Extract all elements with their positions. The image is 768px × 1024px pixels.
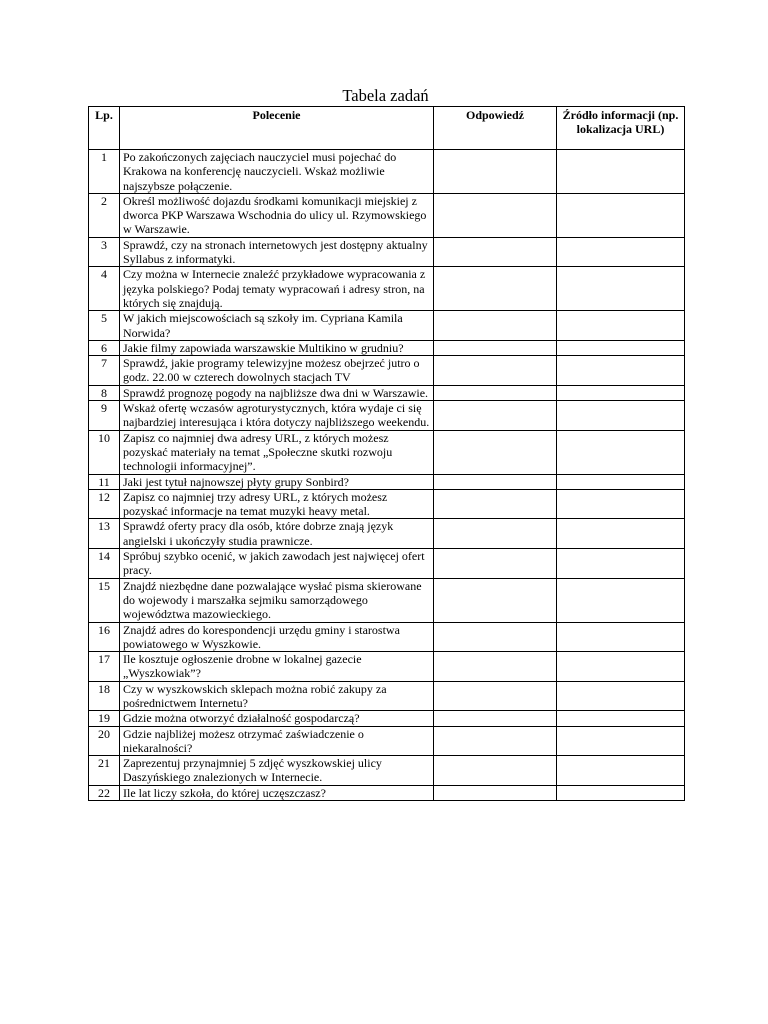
row-command: Zaprezentuj przynajmniej 5 zdjęć wyszkowskiej ulicy Daszyńskiego znalezionych w Internecie. xyxy=(120,756,434,786)
table-row xyxy=(89,237,685,267)
row-answer-cell[interactable] xyxy=(434,785,557,800)
row-source-cell[interactable] xyxy=(557,401,685,431)
row-command: Sprawdź oferty pracy dla osób, które dobrze znają język angielski i ukończyły studia prawnicze. xyxy=(120,519,434,549)
page-title: Tabela zadań xyxy=(342,86,429,105)
table-row xyxy=(89,267,685,311)
row-number: 19 xyxy=(89,711,120,726)
table-row xyxy=(89,401,685,431)
row-source-cell[interactable] xyxy=(557,652,685,682)
table-row xyxy=(89,756,685,786)
row-answer-cell[interactable] xyxy=(434,681,557,711)
row-command: Ile kosztuje ogłoszenie drobne w lokalnej gazecie „Wyszkowiak”? xyxy=(120,652,434,682)
row-source-cell[interactable] xyxy=(557,311,685,341)
row-number: 21 xyxy=(89,756,120,786)
row-source-cell[interactable] xyxy=(557,726,685,756)
row-answer-cell[interactable] xyxy=(434,150,557,194)
row-answer-cell[interactable] xyxy=(434,356,557,386)
table-row xyxy=(89,311,685,341)
row-command: Jakie filmy zapowiada warszawskie Multikino w grudniu? xyxy=(120,340,434,355)
row-number: 15 xyxy=(89,578,120,622)
row-answer-cell[interactable] xyxy=(434,726,557,756)
row-answer-cell[interactable] xyxy=(434,193,557,237)
table-row xyxy=(89,489,685,519)
header-command: Polecenie xyxy=(120,107,434,150)
row-number: 7 xyxy=(89,356,120,386)
row-command: Sprawdź prognozę pogody na najbliższe dwa dni w Warszawie. xyxy=(120,385,434,400)
row-number: 16 xyxy=(89,622,120,652)
row-command: Ile lat liczy szkoła, do której uczęszczasz? xyxy=(120,785,434,800)
row-command: Czy w wyszkowskich sklepach można robić zakupy za pośrednictwem Internetu? xyxy=(120,681,434,711)
row-answer-cell[interactable] xyxy=(434,430,557,474)
row-source-cell[interactable] xyxy=(557,489,685,519)
row-number: 6 xyxy=(89,340,120,355)
row-answer-cell[interactable] xyxy=(434,474,557,489)
table-row xyxy=(89,549,685,579)
row-number: 4 xyxy=(89,267,120,311)
row-answer-cell[interactable] xyxy=(434,267,557,311)
row-command: Spróbuj szybko ocenić, w jakich zawodach jest najwięcej ofert pracy. xyxy=(120,549,434,579)
table-header-row xyxy=(89,107,685,150)
table-row xyxy=(89,578,685,622)
tasks-table xyxy=(88,106,685,801)
row-answer-cell[interactable] xyxy=(434,711,557,726)
row-number: 17 xyxy=(89,652,120,682)
row-command: Sprawdź, jakie programy telewizyjne możesz obejrzeć jutro o godz. 22.00 w czterech dowolnych stacjach TV xyxy=(120,356,434,386)
row-number: 1 xyxy=(89,150,120,194)
header-lp: Lp. xyxy=(89,107,120,150)
row-number: 20 xyxy=(89,726,120,756)
row-command: Zapisz co najmniej trzy adresy URL, z których możesz pozyskać informacje na temat muzyki heavy metal. xyxy=(120,489,434,519)
table-row xyxy=(89,340,685,355)
row-source-cell[interactable] xyxy=(557,150,685,194)
table-row xyxy=(89,711,685,726)
row-answer-cell[interactable] xyxy=(434,622,557,652)
table-row xyxy=(89,474,685,489)
row-source-cell[interactable] xyxy=(557,474,685,489)
row-command: Po zakończonych zajęciach nauczyciel musi pojechać do Krakowa na konferencję nauczycieli. Wskaż możliwie najszybsze połączenie. xyxy=(120,150,434,194)
row-command: Znajdź niezbędne dane pozwalające wysłać pisma skierowane do wojewody i marszałka sejmiku samorządowego województwa mazowieckiego. xyxy=(120,578,434,622)
table-row xyxy=(89,193,685,237)
row-number: 18 xyxy=(89,681,120,711)
row-source-cell[interactable] xyxy=(557,340,685,355)
row-command: Znajdź adres do korespondencji urzędu gminy i starostwa powiatowego w Wyszkowie. xyxy=(120,622,434,652)
row-number: 12 xyxy=(89,489,120,519)
row-number: 3 xyxy=(89,237,120,267)
table-row xyxy=(89,519,685,549)
table-row xyxy=(89,150,685,194)
row-number: 9 xyxy=(89,401,120,431)
row-answer-cell[interactable] xyxy=(434,385,557,400)
table-row xyxy=(89,726,685,756)
table-row xyxy=(89,385,685,400)
row-number: 8 xyxy=(89,385,120,400)
row-source-cell[interactable] xyxy=(557,267,685,311)
row-source-cell[interactable] xyxy=(557,193,685,237)
header-source: Źródło informacji (np. lokalizacja URL) xyxy=(557,107,685,150)
row-command: Określ możliwość dojazdu środkami komunikacji miejskiej z dworca PKP Warszawa Wschodnia do ulicy ul. Rzymowskiego w Warszawie. xyxy=(120,193,434,237)
row-number: 5 xyxy=(89,311,120,341)
row-number: 13 xyxy=(89,519,120,549)
row-answer-cell[interactable] xyxy=(434,578,557,622)
row-number: 10 xyxy=(89,430,120,474)
header-answer: Odpowiedź xyxy=(434,107,557,150)
row-source-cell[interactable] xyxy=(557,430,685,474)
row-answer-cell[interactable] xyxy=(434,340,557,355)
row-number: 22 xyxy=(89,785,120,800)
row-source-cell[interactable] xyxy=(557,681,685,711)
row-number: 11 xyxy=(89,474,120,489)
row-answer-cell[interactable] xyxy=(434,489,557,519)
row-command: Wskaż ofertę wczasów agroturystycznych, która wydaje ci się najbardziej interesująca i która dotyczy najbliższego weekendu. xyxy=(120,401,434,431)
row-source-cell[interactable] xyxy=(557,549,685,579)
table-row xyxy=(89,785,685,800)
row-answer-cell[interactable] xyxy=(434,549,557,579)
row-command: Gdzie można otworzyć działalność gospodarczą? xyxy=(120,711,434,726)
row-source-cell[interactable] xyxy=(557,622,685,652)
row-source-cell[interactable] xyxy=(557,785,685,800)
row-command: Jaki jest tytuł najnowszej płyty grupy Sonbird? xyxy=(120,474,434,489)
table-row xyxy=(89,622,685,652)
row-source-cell[interactable] xyxy=(557,237,685,267)
row-answer-cell[interactable] xyxy=(434,652,557,682)
row-source-cell[interactable] xyxy=(557,578,685,622)
row-answer-cell[interactable] xyxy=(434,401,557,431)
row-command: Czy można w Internecie znaleźć przykładowe wypracowania z języka polskiego? Podaj tematy wypracowań i adresy stron, na których się znajdują. xyxy=(120,267,434,311)
row-command: Sprawdź, czy na stronach internetowych jest dostępny aktualny Syllabus z informatyki. xyxy=(120,237,434,267)
row-number: 2 xyxy=(89,193,120,237)
table-row xyxy=(89,681,685,711)
row-source-cell[interactable] xyxy=(557,519,685,549)
row-answer-cell[interactable] xyxy=(434,519,557,549)
row-answer-cell[interactable] xyxy=(434,237,557,267)
row-command: Gdzie najbliżej możesz otrzymać zaświadczenie o niekaralności? xyxy=(120,726,434,756)
table-row xyxy=(89,356,685,386)
row-source-cell[interactable] xyxy=(557,756,685,786)
row-answer-cell[interactable] xyxy=(434,756,557,786)
row-command: W jakich miejscowościach są szkoły im. Cypriana Kamila Norwida? xyxy=(120,311,434,341)
row-answer-cell[interactable] xyxy=(434,311,557,341)
table-row xyxy=(89,652,685,682)
row-source-cell[interactable] xyxy=(557,356,685,386)
row-command: Zapisz co najmniej dwa adresy URL, z których możesz pozyskać materiały na temat „Społeczne skutki rozwoju technologii informacyjnej”. xyxy=(120,430,434,474)
row-source-cell[interactable] xyxy=(557,711,685,726)
row-source-cell[interactable] xyxy=(557,385,685,400)
table-row xyxy=(89,430,685,474)
row-number: 14 xyxy=(89,549,120,579)
